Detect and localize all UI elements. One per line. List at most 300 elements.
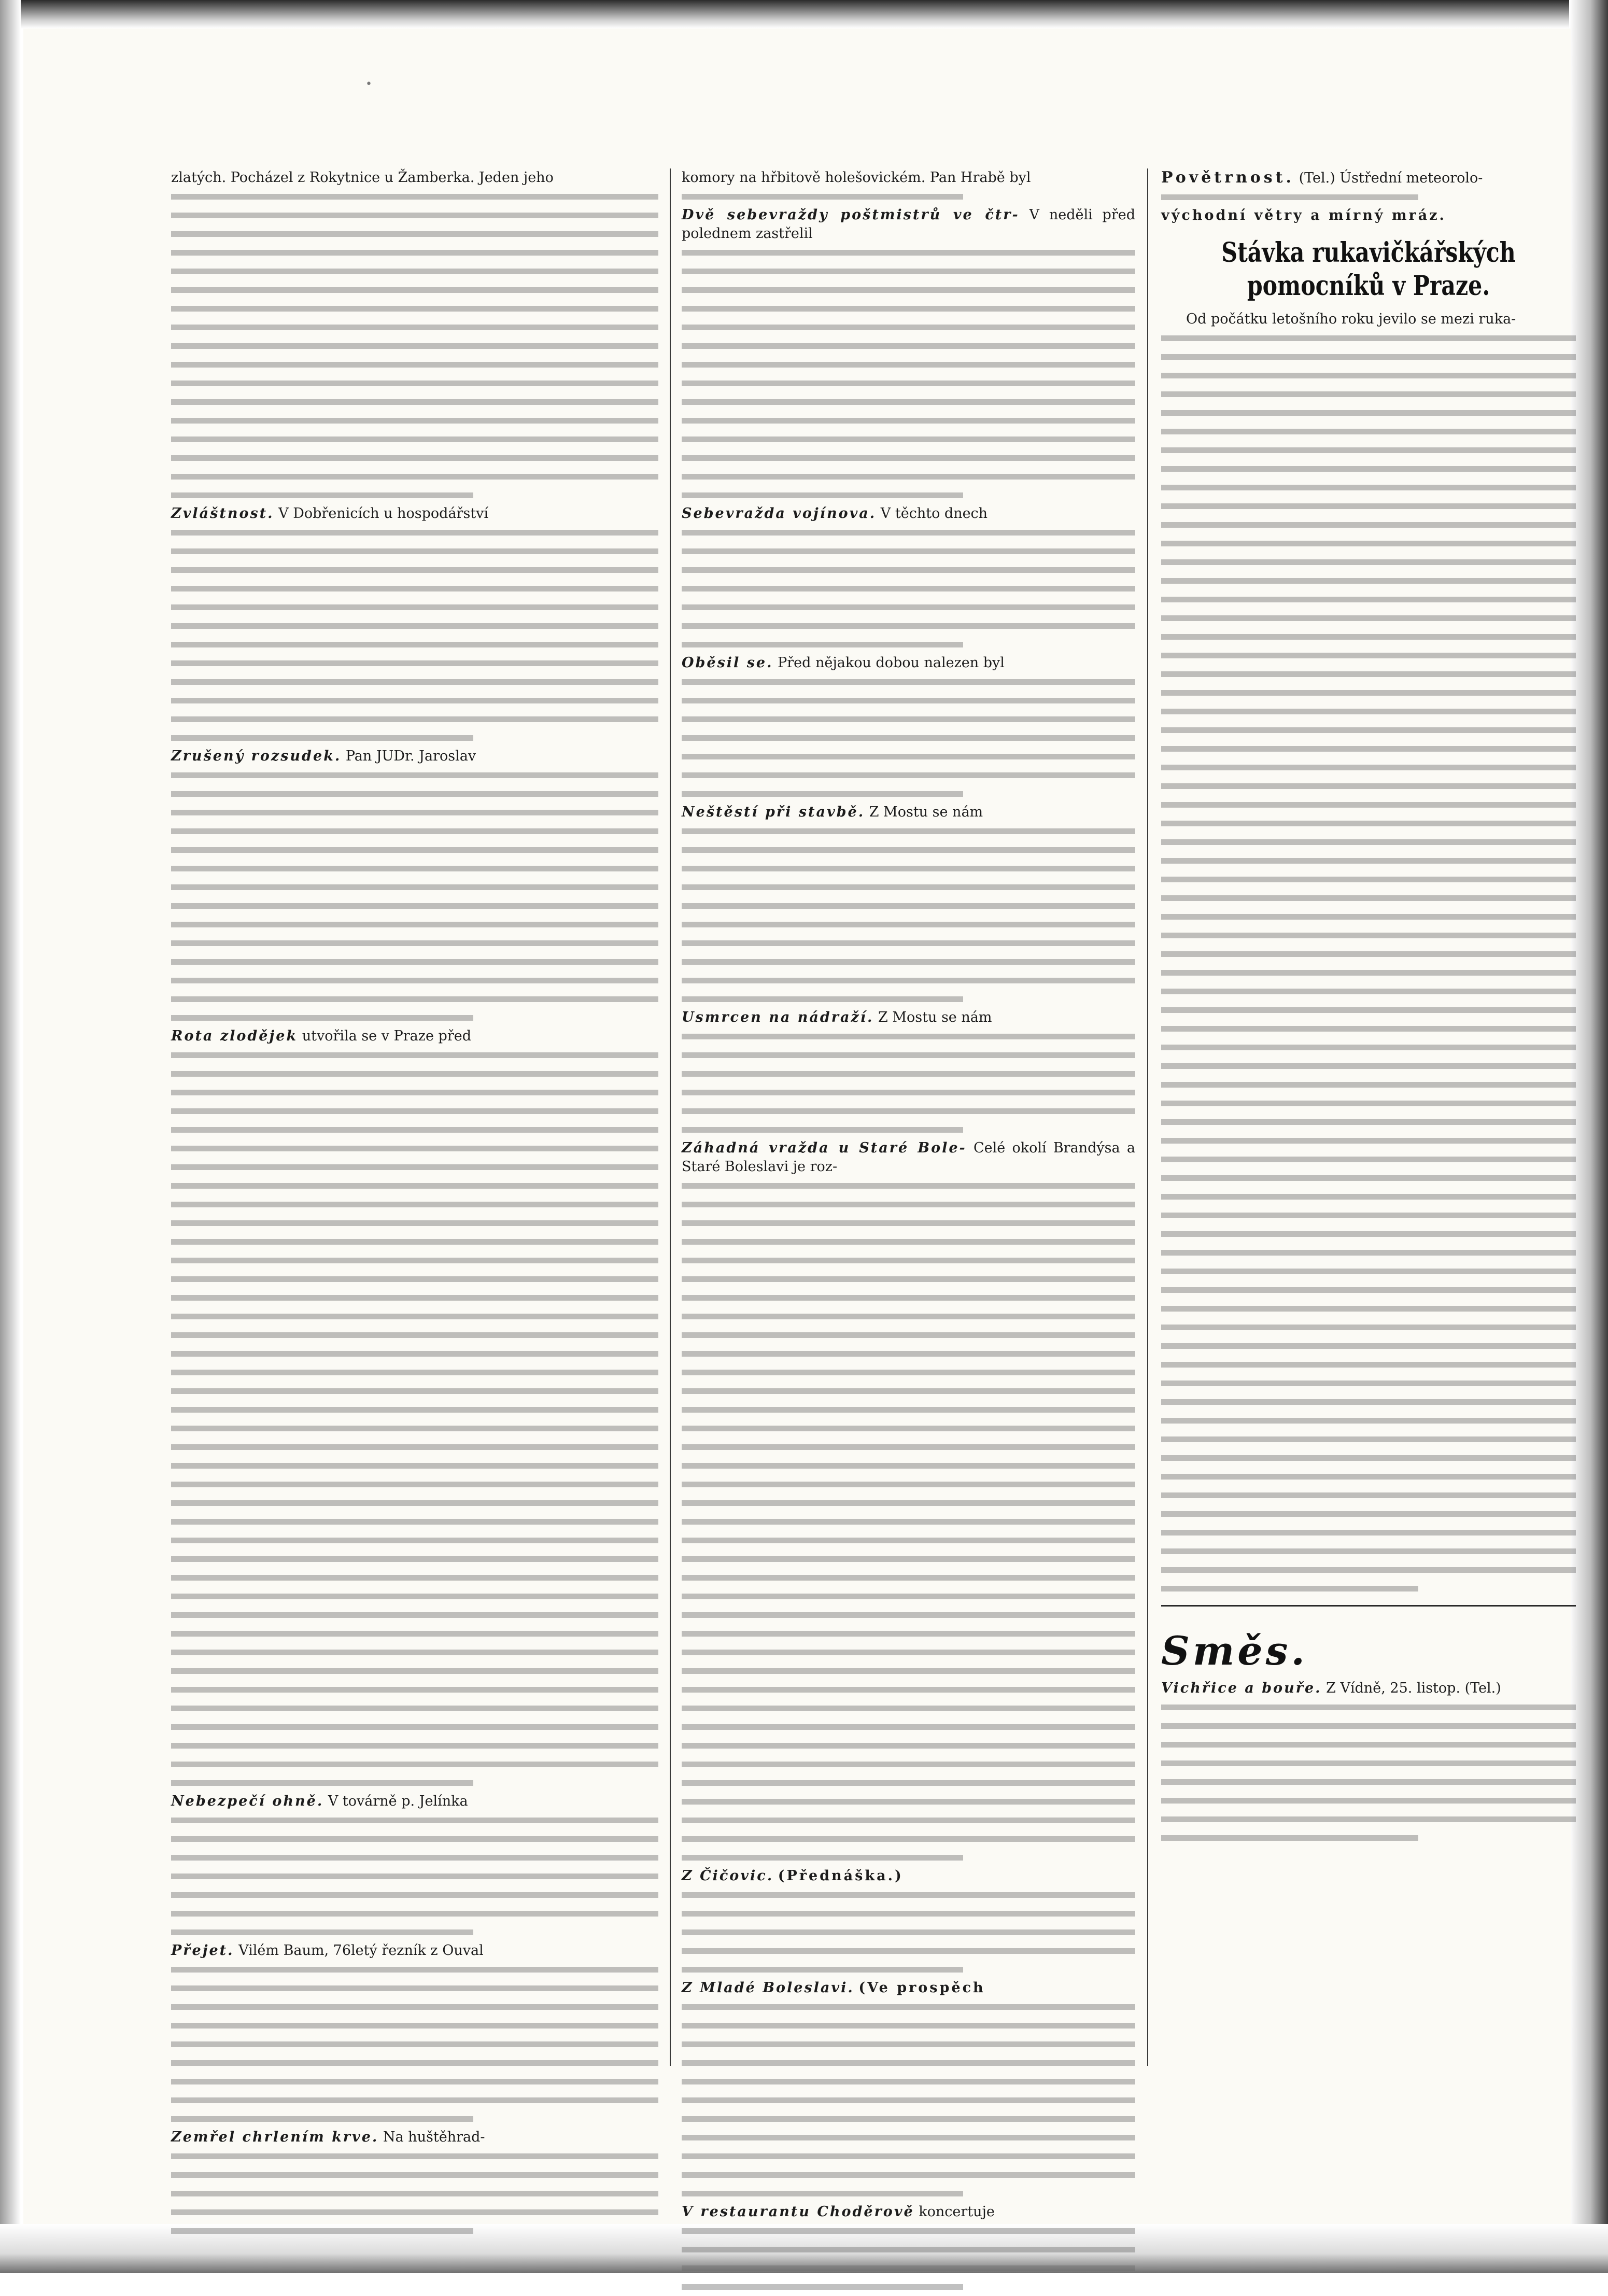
col2-dve-sebevrazdy-body <box>682 243 1135 504</box>
text-line <box>171 1885 658 1904</box>
text-line <box>171 710 658 728</box>
text-line <box>682 1829 1135 1848</box>
text-line <box>1161 945 1576 963</box>
article-heading: Z Mladé Boleslavi. <box>682 1980 854 1996</box>
text-line <box>171 1139 658 1158</box>
text-line <box>171 1419 658 1438</box>
text-line <box>682 2221 1135 2240</box>
col1-nebezpeci-ohne-body <box>171 1811 658 1941</box>
text-line <box>1161 1411 1576 1430</box>
text-line <box>1161 1735 1576 1754</box>
column-rule-1 <box>670 168 671 2066</box>
text-line <box>682 1923 1135 1941</box>
article-lead: V těchto dnech <box>880 505 988 522</box>
text-line <box>171 1382 658 1400</box>
text-line <box>682 392 1135 411</box>
newspaper-sheet <box>23 29 1571 2224</box>
col2-article-mlada-boleslav <box>682 1979 1135 1997</box>
text-line <box>171 1176 658 1195</box>
text-line <box>1161 833 1576 851</box>
article-heading: Zemřel chrlením krve. <box>171 2129 379 2145</box>
text-line <box>171 822 658 840</box>
text-line <box>1161 385 1576 403</box>
text-line <box>682 990 1135 1008</box>
text-line <box>171 1344 658 1363</box>
text-line <box>171 523 658 542</box>
article-lead: V neděli před polednem zastřelil <box>682 207 1135 242</box>
text-line <box>682 1270 1135 1288</box>
text-line <box>1161 1355 1576 1374</box>
text-line <box>1161 441 1576 459</box>
text-line <box>1161 403 1576 422</box>
text-line <box>682 1251 1135 1270</box>
text-line <box>171 1046 658 1064</box>
text-line <box>682 1773 1135 1792</box>
article-heading: Neštěstí při stavbě. <box>682 804 865 820</box>
col3-strike-body <box>1161 329 1576 1598</box>
col2-article-z-cicovic <box>682 1867 1135 1885</box>
text-line <box>682 523 1135 542</box>
text-line <box>682 1531 1135 1550</box>
weather-heading: Povětrnost. <box>1161 168 1294 187</box>
col2-article-zahadna-vrazda <box>682 1139 1135 1176</box>
text-line <box>171 616 658 635</box>
text-line <box>171 486 658 504</box>
article-lead: Vilém Baum, 76letý řezník z Ouval <box>238 1942 484 1959</box>
text-line <box>682 1792 1135 1811</box>
text-line <box>682 616 1135 635</box>
text-line <box>171 766 658 784</box>
text-line <box>682 1661 1135 1680</box>
text-line <box>171 672 658 691</box>
text-line <box>1161 1754 1576 1772</box>
col2-article-obesil-se <box>682 654 1135 672</box>
text-line <box>682 1717 1135 1736</box>
text-line <box>682 486 1135 504</box>
text-line <box>682 1027 1135 1046</box>
text-line <box>682 2016 1135 2035</box>
text-line <box>1161 851 1576 870</box>
column-3 <box>1161 168 1576 2076</box>
text-line <box>682 1997 1135 2016</box>
text-line <box>171 224 658 243</box>
text-line <box>1161 1075 1576 1094</box>
text-line <box>1161 1810 1576 1828</box>
text-line <box>1161 1243 1576 1262</box>
col2-article-restaurant <box>682 2203 1135 2221</box>
text-line <box>171 1438 658 1456</box>
text-line <box>171 392 658 411</box>
article-heading: Z Čičovic. <box>682 1868 774 1884</box>
text-line <box>1161 1131 1576 1150</box>
text-line <box>171 859 658 878</box>
column-1 <box>171 168 658 2145</box>
text-line <box>682 318 1135 336</box>
text-line <box>171 1158 658 1176</box>
text-line <box>1161 1318 1576 1336</box>
text-line <box>171 1867 658 1885</box>
col3-smes-body <box>1161 1698 1576 1847</box>
text-line <box>682 1904 1135 1923</box>
text-line <box>682 1102 1135 1120</box>
text-line <box>1161 889 1576 907</box>
column-2 <box>682 168 1135 2220</box>
article-heading: Sebevražda vojínova. <box>682 505 877 522</box>
text-line <box>682 598 1135 616</box>
text-line <box>682 747 1135 766</box>
text-line <box>1161 188 1576 206</box>
text-line <box>682 1456 1135 1475</box>
text-line <box>171 1755 658 1773</box>
text-line <box>682 262 1135 280</box>
text-line <box>682 1438 1135 1456</box>
text-line <box>171 1680 658 1699</box>
text-line <box>1161 1336 1576 1355</box>
article-heading: Usmrcen na nádraží. <box>682 1009 874 1025</box>
text-line <box>1161 1579 1576 1598</box>
text-line <box>1161 497 1576 515</box>
text-line <box>1161 739 1576 758</box>
strike-headline: Stávka rukavičkářských pomocníků v Praze. <box>1221 237 1516 302</box>
col2-restaurant-body <box>682 2221 1135 2296</box>
article-lead: V továrně p. Jelínka <box>328 1793 468 1809</box>
text-line <box>682 2128 1135 2147</box>
text-line <box>682 560 1135 579</box>
text-line <box>682 1755 1135 1773</box>
text-line <box>1161 982 1576 1001</box>
text-line <box>682 635 1135 654</box>
text-line <box>682 1475 1135 1494</box>
text-line <box>171 1923 658 1941</box>
text-line <box>171 1195 658 1214</box>
text-line <box>682 1195 1135 1214</box>
text-line <box>682 1568 1135 1587</box>
article-heading: Přejet. <box>171 1942 234 1959</box>
text-line <box>171 1512 658 1531</box>
col3-smes-article <box>1161 1679 1576 1698</box>
text-line <box>682 1680 1135 1699</box>
scanner-top-edge <box>0 0 1608 29</box>
col1-zvlastnost-body <box>171 523 658 747</box>
text-line <box>171 691 658 710</box>
text-line <box>171 1326 658 1344</box>
text-line <box>1161 795 1576 814</box>
text-line <box>682 1307 1135 1326</box>
text-line <box>682 2277 1135 2296</box>
text-line <box>682 299 1135 318</box>
text-line <box>682 1605 1135 1624</box>
text-line <box>1161 1504 1576 1523</box>
text-line <box>682 878 1135 896</box>
text-line <box>682 1120 1135 1139</box>
section-title-smes: Směs. <box>1161 1628 1308 1674</box>
text-line <box>682 2109 1135 2128</box>
text-line <box>682 934 1135 952</box>
col1-zemrel-body <box>171 2147 658 2240</box>
text-line <box>171 1717 658 1736</box>
text-line <box>682 822 1135 840</box>
text-line <box>682 2184 1135 2203</box>
text-line <box>1161 1280 1576 1299</box>
text-line <box>171 411 658 430</box>
text-line <box>682 280 1135 299</box>
article-lead: koncertuje <box>919 2204 995 2220</box>
text-line <box>682 1382 1135 1400</box>
article-heading: V restaurantu Choděrově <box>682 2204 914 2220</box>
text-line <box>171 2091 658 2109</box>
text-line <box>682 355 1135 374</box>
text-line <box>682 579 1135 598</box>
text-line <box>1161 963 1576 982</box>
text-line <box>1161 534 1576 553</box>
col3-weather-report <box>1161 168 1576 188</box>
text-line <box>171 280 658 299</box>
text-line <box>1161 1772 1576 1791</box>
text-line <box>171 1661 658 1680</box>
text-line <box>682 896 1135 915</box>
col2-article-sebevrazda-vojinova <box>682 504 1135 523</box>
text-line <box>171 878 658 896</box>
text-line <box>1161 1374 1576 1392</box>
text-line <box>682 411 1135 430</box>
text-line <box>1161 1206 1576 1224</box>
text-line <box>171 1904 658 1923</box>
text-line <box>682 467 1135 486</box>
article-lead: Z Mostu se nám <box>878 1009 992 1025</box>
text-line <box>171 1232 658 1251</box>
text-line <box>171 2109 658 2128</box>
text-line <box>171 2203 658 2221</box>
text-line <box>171 1494 658 1512</box>
text-line <box>171 1550 658 1568</box>
text-line <box>1161 777 1576 795</box>
text-line <box>682 1288 1135 1307</box>
article-lead: Na huštěhrad- <box>383 2129 485 2145</box>
text-line <box>171 1736 658 1755</box>
col2-nestesti-body <box>682 822 1135 1008</box>
text-line <box>171 990 658 1008</box>
text-line <box>682 1941 1135 1960</box>
text-line <box>171 1699 658 1717</box>
text-line <box>682 2053 1135 2072</box>
text-line <box>1161 515 1576 534</box>
text-line <box>682 1232 1135 1251</box>
text-line <box>171 1363 658 1382</box>
text-line <box>1161 683 1576 702</box>
text-line <box>682 1960 1135 1979</box>
col1-prejet-body <box>171 1960 658 2128</box>
article-lead: Celé okolí Brandýsa a Staré Boleslavi je roz- <box>682 1140 1135 1175</box>
text-line <box>1161 1299 1576 1318</box>
text-line <box>682 859 1135 878</box>
article-heading: Oběsil se. <box>682 655 773 671</box>
article-heading: Dvě sebevraždy poštmistrů ve čtr- <box>682 207 1020 223</box>
text-line <box>682 2147 1135 2165</box>
text-line <box>171 896 658 915</box>
col2-usmrcen-body <box>682 1027 1135 1139</box>
article-heading: Nebezpečí ohně. <box>171 1793 324 1809</box>
text-line <box>171 2184 658 2203</box>
text-line <box>682 952 1135 971</box>
text-line <box>682 766 1135 784</box>
text-line <box>1161 571 1576 590</box>
text-line <box>1161 1224 1576 1243</box>
text-line <box>682 691 1135 710</box>
text-line <box>682 915 1135 934</box>
text-line <box>682 971 1135 990</box>
text-line <box>1161 422 1576 441</box>
text-line <box>171 579 658 598</box>
text-line <box>1161 646 1576 665</box>
text-line <box>1161 1467 1576 1486</box>
text-line <box>682 1587 1135 1605</box>
text-line <box>1161 1698 1576 1716</box>
text-line <box>171 243 658 262</box>
text-line <box>682 672 1135 691</box>
text-line <box>682 1344 1135 1363</box>
text-line <box>1161 1828 1576 1847</box>
text-line <box>171 2016 658 2035</box>
text-line <box>682 187 1135 206</box>
text-line <box>682 336 1135 355</box>
text-line <box>1161 1150 1576 1168</box>
article-lead: Pan JUDr. Jaroslav <box>345 748 476 764</box>
text-line <box>682 1736 1135 1755</box>
text-line <box>1161 1057 1576 1075</box>
text-line <box>171 1120 658 1139</box>
text-line <box>1161 1542 1576 1560</box>
text-line <box>171 1102 658 1120</box>
text-line <box>171 1456 658 1475</box>
col2-prev-article-body <box>682 187 1135 206</box>
text-line <box>171 952 658 971</box>
text-line <box>682 2091 1135 2109</box>
article-heading: Zvláštnost. <box>171 505 274 522</box>
text-line <box>171 1960 658 1979</box>
article-heading: Rota zlodějek <box>171 1028 298 1044</box>
text-line <box>682 1848 1135 1867</box>
text-line <box>1161 366 1576 385</box>
weather-lead: (Tel.) Ústřední meteorolo- <box>1299 170 1483 186</box>
text-line <box>682 2035 1135 2053</box>
text-line <box>682 2259 1135 2277</box>
text-line <box>171 318 658 336</box>
text-line <box>171 1214 658 1232</box>
col1-article-zemrel <box>171 2128 658 2147</box>
text-line <box>1161 590 1576 609</box>
text-line <box>682 1363 1135 1382</box>
text-line <box>1161 347 1576 366</box>
text-line <box>171 840 658 859</box>
text-line <box>171 803 658 822</box>
text-line <box>1161 1523 1576 1542</box>
text-line <box>171 1531 658 1550</box>
text-line <box>171 635 658 654</box>
col2-article-nestesti <box>682 803 1135 822</box>
text-line <box>171 728 658 747</box>
text-line <box>171 1288 658 1307</box>
text-line <box>682 1419 1135 1438</box>
article-heading: Záhadná vražda u Staré Bole- <box>682 1140 967 1156</box>
article-lead: Před nějakou dobou nalezen byl <box>778 655 1005 671</box>
text-line <box>682 448 1135 467</box>
text-line <box>682 1494 1135 1512</box>
text-line <box>1161 907 1576 926</box>
text-line <box>1161 926 1576 945</box>
text-line <box>171 448 658 467</box>
text-line <box>1161 1791 1576 1810</box>
text-line <box>1161 609 1576 627</box>
text-line <box>682 784 1135 803</box>
text-line <box>171 1811 658 1829</box>
text-line <box>1161 1168 1576 1187</box>
col1-zruseny-rozsudek-body <box>171 766 658 1027</box>
text-line <box>171 1083 658 1102</box>
text-line <box>1161 459 1576 478</box>
text-line <box>1161 870 1576 889</box>
col3-weather-body <box>1161 188 1576 206</box>
col2-zahadna-vrazda-body <box>682 1176 1135 1867</box>
text-line <box>1161 721 1576 739</box>
text-line <box>1161 1019 1576 1038</box>
text-line <box>171 1605 658 1624</box>
col1-article-nebezpeci-ohne <box>171 1792 658 1811</box>
text-line <box>171 355 658 374</box>
text-line <box>682 1214 1135 1232</box>
text-line <box>1161 1094 1576 1112</box>
text-line <box>682 1699 1135 1717</box>
text-line <box>171 1568 658 1587</box>
text-line <box>682 2165 1135 2184</box>
text-line <box>682 728 1135 747</box>
text-line <box>171 1064 658 1083</box>
text-line <box>171 1400 658 1419</box>
article-heading: Zrušený rozsudek. <box>171 748 342 764</box>
text-line <box>171 1829 658 1848</box>
text-line <box>682 1550 1135 1568</box>
text-line <box>682 2240 1135 2259</box>
text-line <box>171 299 658 318</box>
text-line <box>171 542 658 560</box>
text-line <box>682 840 1135 859</box>
text-line <box>171 934 658 952</box>
text-line <box>171 467 658 486</box>
text-line <box>171 2221 658 2240</box>
text-line <box>171 1008 658 1027</box>
text-line <box>682 542 1135 560</box>
text-line <box>171 2072 658 2091</box>
text-line <box>1161 1430 1576 1448</box>
text-line <box>1161 1560 1576 1579</box>
article-heading: Vichřice a bouře. <box>1161 1680 1322 1696</box>
text-line <box>1161 1038 1576 1057</box>
text-line <box>1161 758 1576 777</box>
col2-intro-line: komory na hřbitově holešovickém. Pan Hrabě byl <box>682 170 1031 186</box>
strike-lead: Od počátku letošního roku jevilo se mezi ruka- <box>1186 311 1516 327</box>
text-line <box>1161 814 1576 833</box>
text-line <box>682 1512 1135 1531</box>
text-line <box>682 1046 1135 1064</box>
col1-article-rota-zlodejek <box>171 1027 658 1046</box>
text-line <box>171 1475 658 1494</box>
text-line <box>171 1307 658 1326</box>
article-lead: utvořila se v Praze před <box>302 1028 471 1044</box>
col2-obesil-se-body <box>682 672 1135 803</box>
col1-rota-zlodejek-body <box>171 1046 658 1792</box>
text-line <box>171 2165 658 2184</box>
col1-intro-line: zlatých. Pocházel z Rokytnice u Žamberka. Jeden jeho <box>171 170 554 186</box>
text-line <box>1161 1716 1576 1735</box>
